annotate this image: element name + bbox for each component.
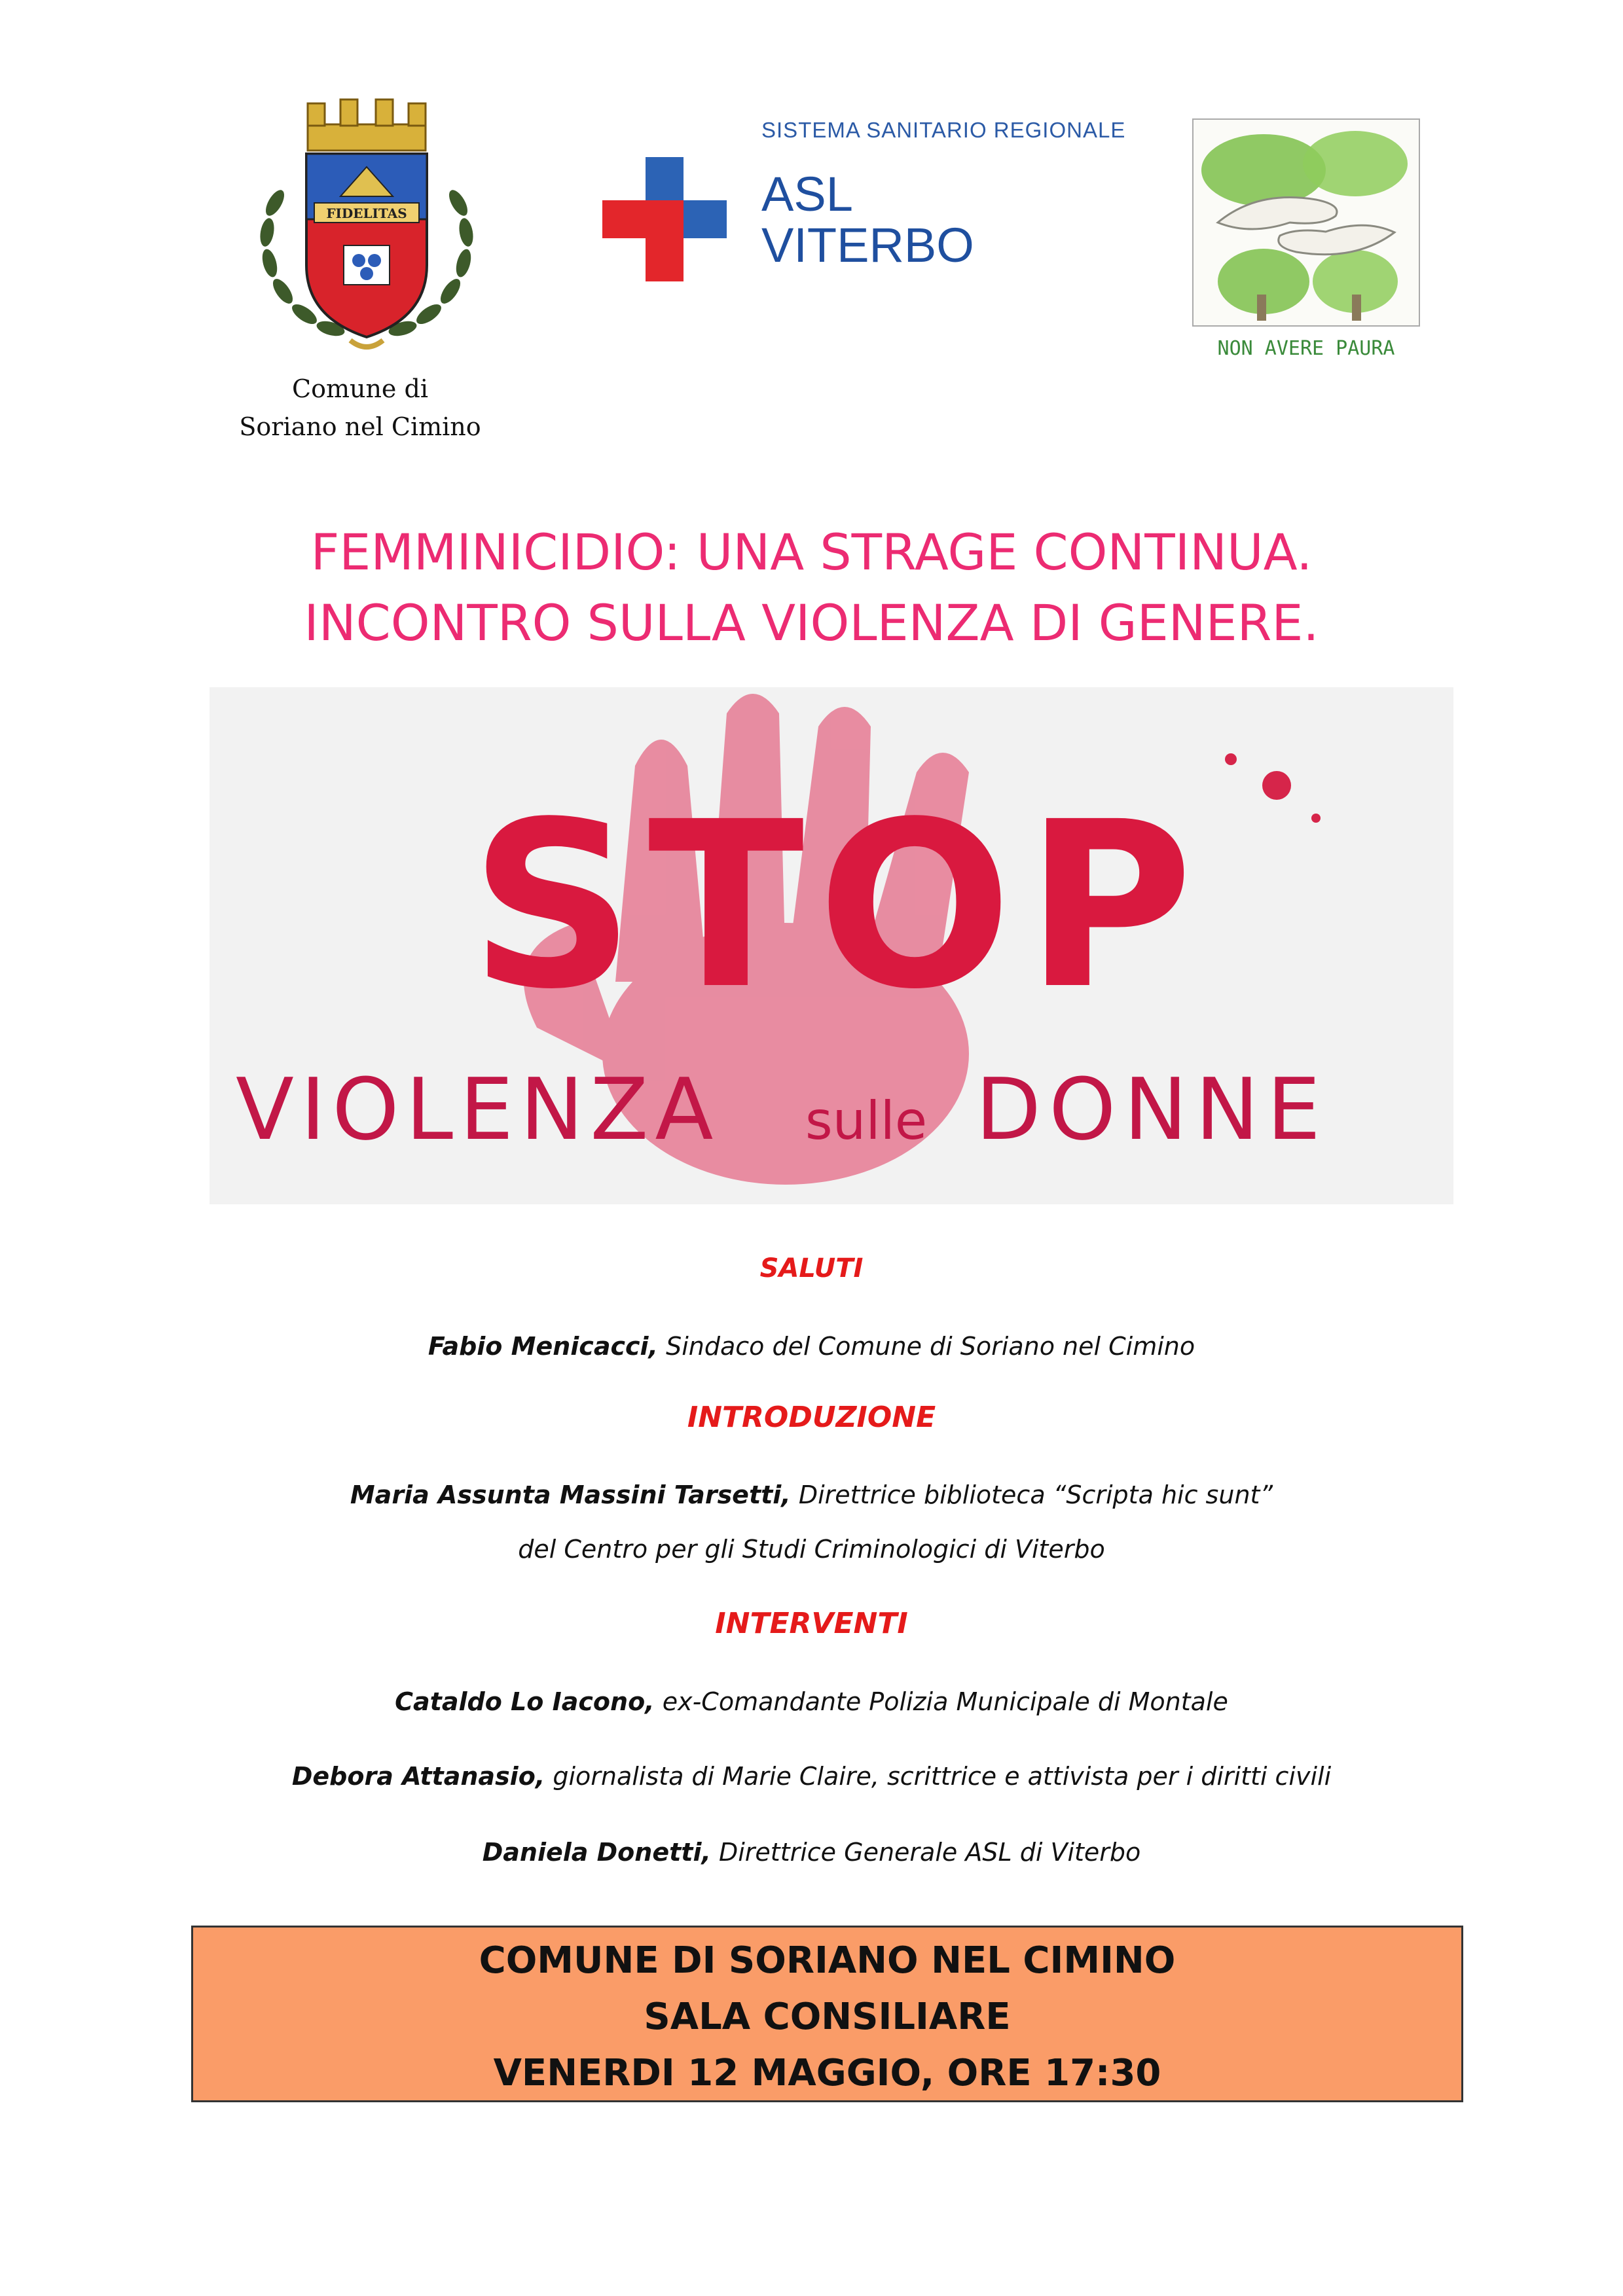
speaker-role: Sindaco del Comune di Soriano nel Cimino [658,1332,1195,1361]
asl-name-line1: ASL [761,167,853,221]
comune-caption [177,370,543,446]
section-introduzione: INTRODUZIONE [687,1401,936,1434]
event-title-line1: FEMMINICIDIO: UNA STRAGE CONTINUA. [310,523,1313,581]
shield-icon [306,154,427,337]
speaker-line [0,1480,1623,1509]
asl-system-label: SISTEMA SANITARIO REGIONALE [761,118,1126,142]
speaker-role: Direttrice Generale ASL di Viterbo [710,1838,1141,1867]
event-title [0,517,1623,658]
speaker-line [0,1762,1623,1791]
asl-cross-icon [602,157,727,281]
association-caption: NON AVERE PAURA [1217,337,1395,360]
asl-name-line2: VITERBO [761,218,974,272]
comune-crest-logo [229,92,504,367]
association-logo [1192,118,1421,327]
comune-caption-line1: Comune di [292,374,428,403]
venue-line1: COMUNE DI SORIANO NEL CIMINO [479,1939,1176,1982]
venue-datetime: VENERDI 12 MAGGIO, ORE 17:30 [493,2052,1161,2094]
speaker-name: Cataldo Lo Iacono, [395,1687,655,1716]
speaker-name: Fabio Menicacci, [428,1332,658,1361]
speaker-name: Debora Attanasio, [291,1762,545,1791]
speaker-role: Direttrice biblioteca “Scripta hic sunt” [790,1480,1273,1509]
asl-name [761,169,974,271]
speaker-line [0,1687,1623,1716]
comune-caption-line2: Soriano nel Cimino [239,412,481,441]
speaker-line [0,1332,1623,1361]
crest-motto: FIDELITAS [326,206,407,221]
speaker-role-continuation: del Centro per gli Studi Criminologici di Viterbo [518,1535,1105,1564]
stop-subtitle-mid: sulle [805,1090,928,1151]
speaker-role: ex-Comandante Polizia Municipale di Montale [654,1687,1228,1716]
event-title-line2: INCONTRO SULLA VIOLENZA DI GENERE. [304,594,1319,652]
speaker-name: Daniela Donetti, [482,1838,711,1867]
section-saluti: SALUTI [759,1253,864,1283]
speaker-name: Maria Assunta Massini Tarsetti, [350,1480,791,1509]
stop-subtitle-right: DONNE [976,1060,1329,1159]
speaker-line [0,1838,1623,1867]
stop-subtitle-left: VIOLENZA [236,1060,720,1159]
section-interventi: INTERVENTI [715,1607,908,1640]
stop-violence-image [210,687,1453,1204]
venue-line2: SALA CONSILIARE [644,1996,1011,2038]
stop-text: STOP [469,772,1207,1039]
crown-icon [308,99,426,151]
speaker-role: giornalista di Marie Claire, scrittrice e attivista per i diritti civili [545,1762,1332,1791]
venue-box [191,1926,1463,2102]
